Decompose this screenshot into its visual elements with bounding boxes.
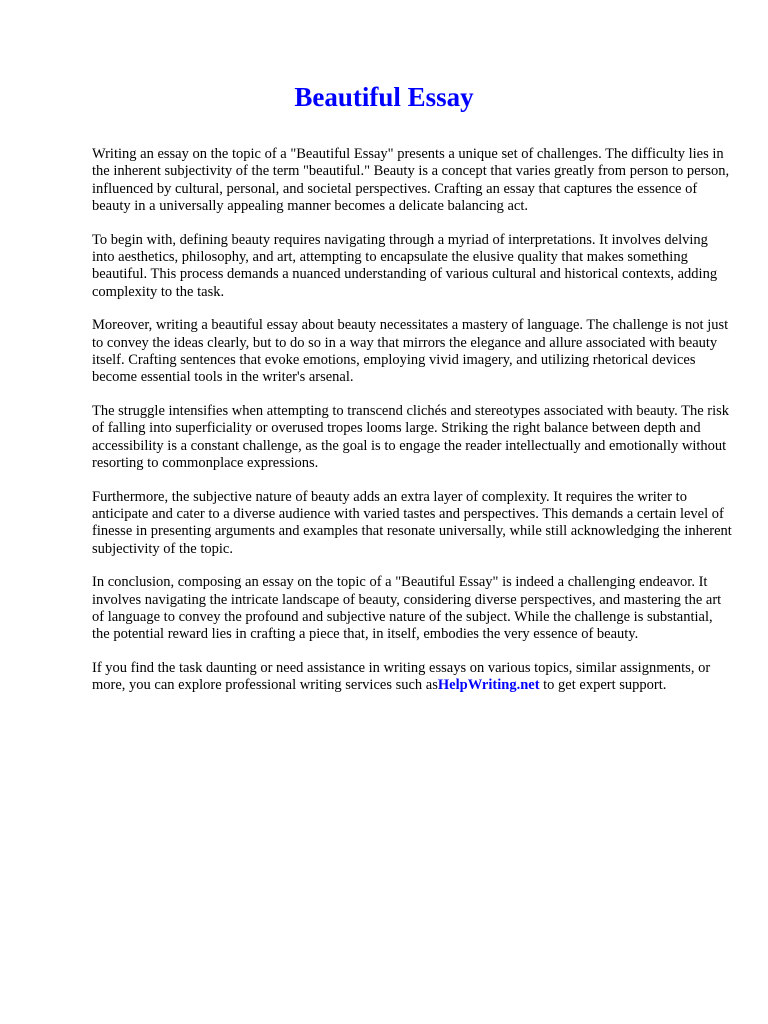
closing-text-before-link: If you find the task daunting or need assistance in writing essays on various topics, similar assignments, or more, you can explore professional writing services such as [92, 659, 711, 694]
paragraph-6: In conclusion, composing an essay on the topic of a "Beautiful Essay" is indeed a challenging endeavor. It involves navigating the intricate landscape of beauty, considering diverse perspectives, and mastering the art of language to convey the profound and subjective nature of the subject. While the challenge is substantial, the potential reward lies in crafting a piece that, in itself, embodies the very essence of beauty. [92, 574, 722, 643]
document-body [92, 146, 732, 711]
closing-paragraph [92, 660, 732, 695]
paragraph-1: Writing an essay on the topic of a "Beautiful Essay" presents a unique set of challenges. The difficulty lies in the inherent subjectivity of the term "beautiful." Beauty is a concept that varies greatly from person to person, influenced by cultural, personal, and societal perspectives. Crafting an essay that captures the essence of beauty in a universally appealing manner becomes a delicate balancing act. [92, 146, 730, 215]
closing-text-after-link: to get expert support. [539, 677, 667, 694]
helpwriting-link[interactable]: HelpWriting.net [437, 677, 540, 694]
document-title: Beautiful Essay [294, 82, 474, 112]
paragraph-2: To begin with, defining beauty requires navigating through a myriad of interpretations. It involves delving into aesthetics, philosophy, and art, attempting to encapsulate the elusive quality that makes something beautiful. This process demands a nuanced understanding of various cultural and historical contexts, adding complexity to the task. [92, 231, 718, 300]
paragraph-3: Moreover, writing a beautiful essay about beauty necessitates a mastery of language. The challenge is not just to convey the ideas clearly, but to do so in a way that mirrors the elegance and allure associated with beauty itself. Crafting sentences that evoke emotions, employing vivid imagery, and utilizing rhetorical devices become essential tools in the writer's arsenal. [92, 317, 729, 386]
paragraph-4: The struggle intensifies when attempting to transcend clichés and stereotypes associated with beauty. The risk of falling into superficiality or overused tropes looms large. Striking the right balance between depth and accessibility is a constant challenge, as the goal is to engage the reader intellectually and emotionally without resorting to commonplace expressions. [92, 402, 730, 472]
paragraph-5: Furthermore, the subjective nature of beauty adds an extra layer of complexity. It requires the writer to anticipate and cater to a diverse audience with varied tastes and perspectives. This demands a certain level of finesse in presenting arguments and examples that resonate universally, while still acknowledging the inherent subjectivity of the topic. [92, 488, 732, 557]
